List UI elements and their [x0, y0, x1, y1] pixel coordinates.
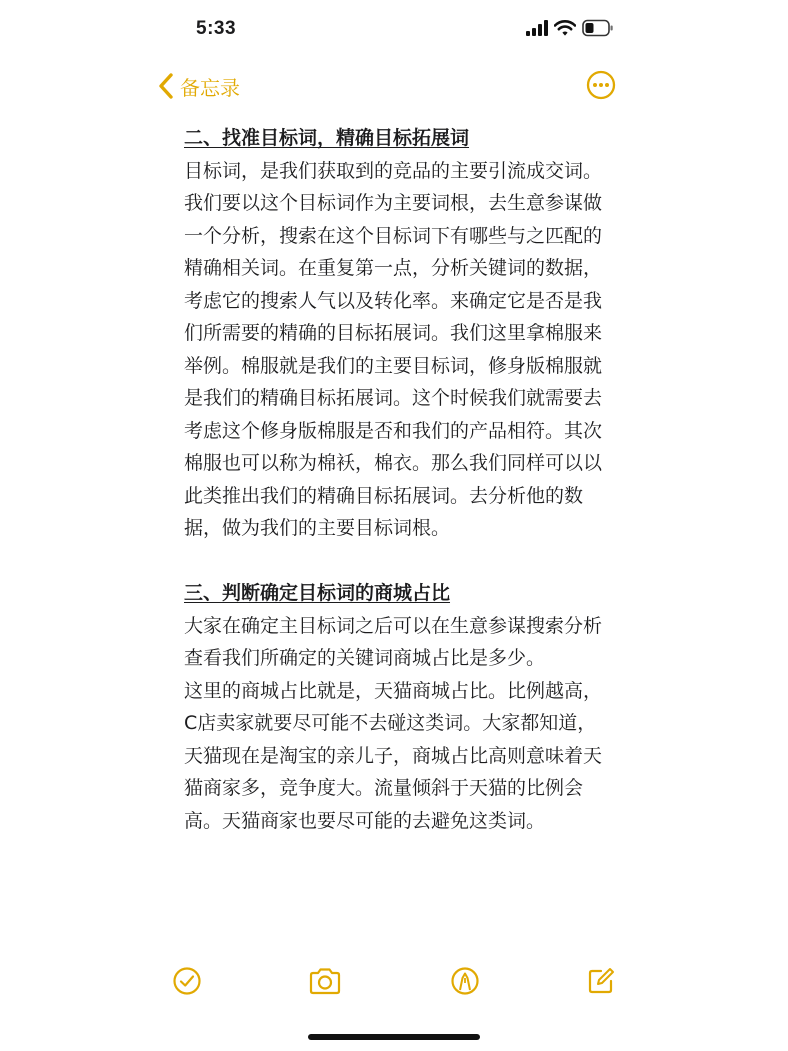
back-button[interactable] — [158, 71, 240, 101]
section-3-body-1: 大家在确定主目标词之后可以在生意参谋搜索分析查看我们所确定的关键词商城占比是多少。 — [184, 614, 603, 669]
more-button[interactable] — [586, 70, 616, 104]
home-indicator[interactable] — [308, 1034, 480, 1040]
battery-icon — [582, 19, 614, 37]
signal-icon — [526, 20, 548, 36]
camera-button[interactable] — [308, 966, 342, 1000]
ellipsis-circle-icon — [586, 70, 616, 100]
compose-button[interactable] — [586, 966, 616, 1000]
section-3-heading: 三、判断确定目标词的商城占比 — [184, 582, 451, 604]
bottom-toolbar — [0, 960, 788, 1004]
checklist-button[interactable] — [172, 966, 202, 1000]
camera-icon — [308, 966, 342, 996]
chevron-left-icon — [158, 73, 174, 99]
nav-bar — [0, 62, 788, 110]
section-2-body: 目标词，是我们获取到的竞品的主要引流成交词。我们要以这个目标词作为主要词根，去生意参谋做一个分析，搜索在这个目标词下有哪些与之匹配的精确相关词。在重复第一点，分析关键词的数据，考虑它的搜索人气以及转化率。来确定它是否是我们所需要的精确的目标拓展词。我们这里拿棉服来举例。棉服就是我们的主要目标词，修身版棉服就是我们的精确目标拓展词。这个时候我们就需要去考虑这个修身版棉服是否和我们的产品相符。其次棉服也可以称为棉袄，棉衣。那么我们同样可以以此类推出我们的精确目标拓展词。去分析他的数据，做为我们的主要目标词根。 — [184, 159, 603, 539]
section-2-heading: 二、找准目标词，精确目标拓展词 — [184, 127, 470, 149]
section-3-body-2: 这里的商城占比就是，天猫商城占比。比例越高，C店卖家就要尽可能不去碰这类词。大家都知道，天猫现在是淘宝的亲儿子，商城占比高则意味着天猫商家多，竞争度大。流量倾斜于天猫的比例会高。天猫商家也要尽可能的去避免这类词。 — [184, 679, 603, 832]
note-content[interactable] — [184, 122, 614, 837]
markup-button[interactable] — [450, 966, 480, 1000]
pen-tip-circle-icon — [450, 966, 480, 996]
back-label: 备忘录 — [180, 75, 240, 100]
checkmark-circle-icon — [172, 966, 202, 996]
compose-icon — [586, 966, 616, 996]
status-bar — [0, 0, 788, 62]
status-time: 5:33 — [196, 18, 237, 39]
blank-line — [184, 545, 614, 578]
wifi-icon — [554, 19, 576, 37]
